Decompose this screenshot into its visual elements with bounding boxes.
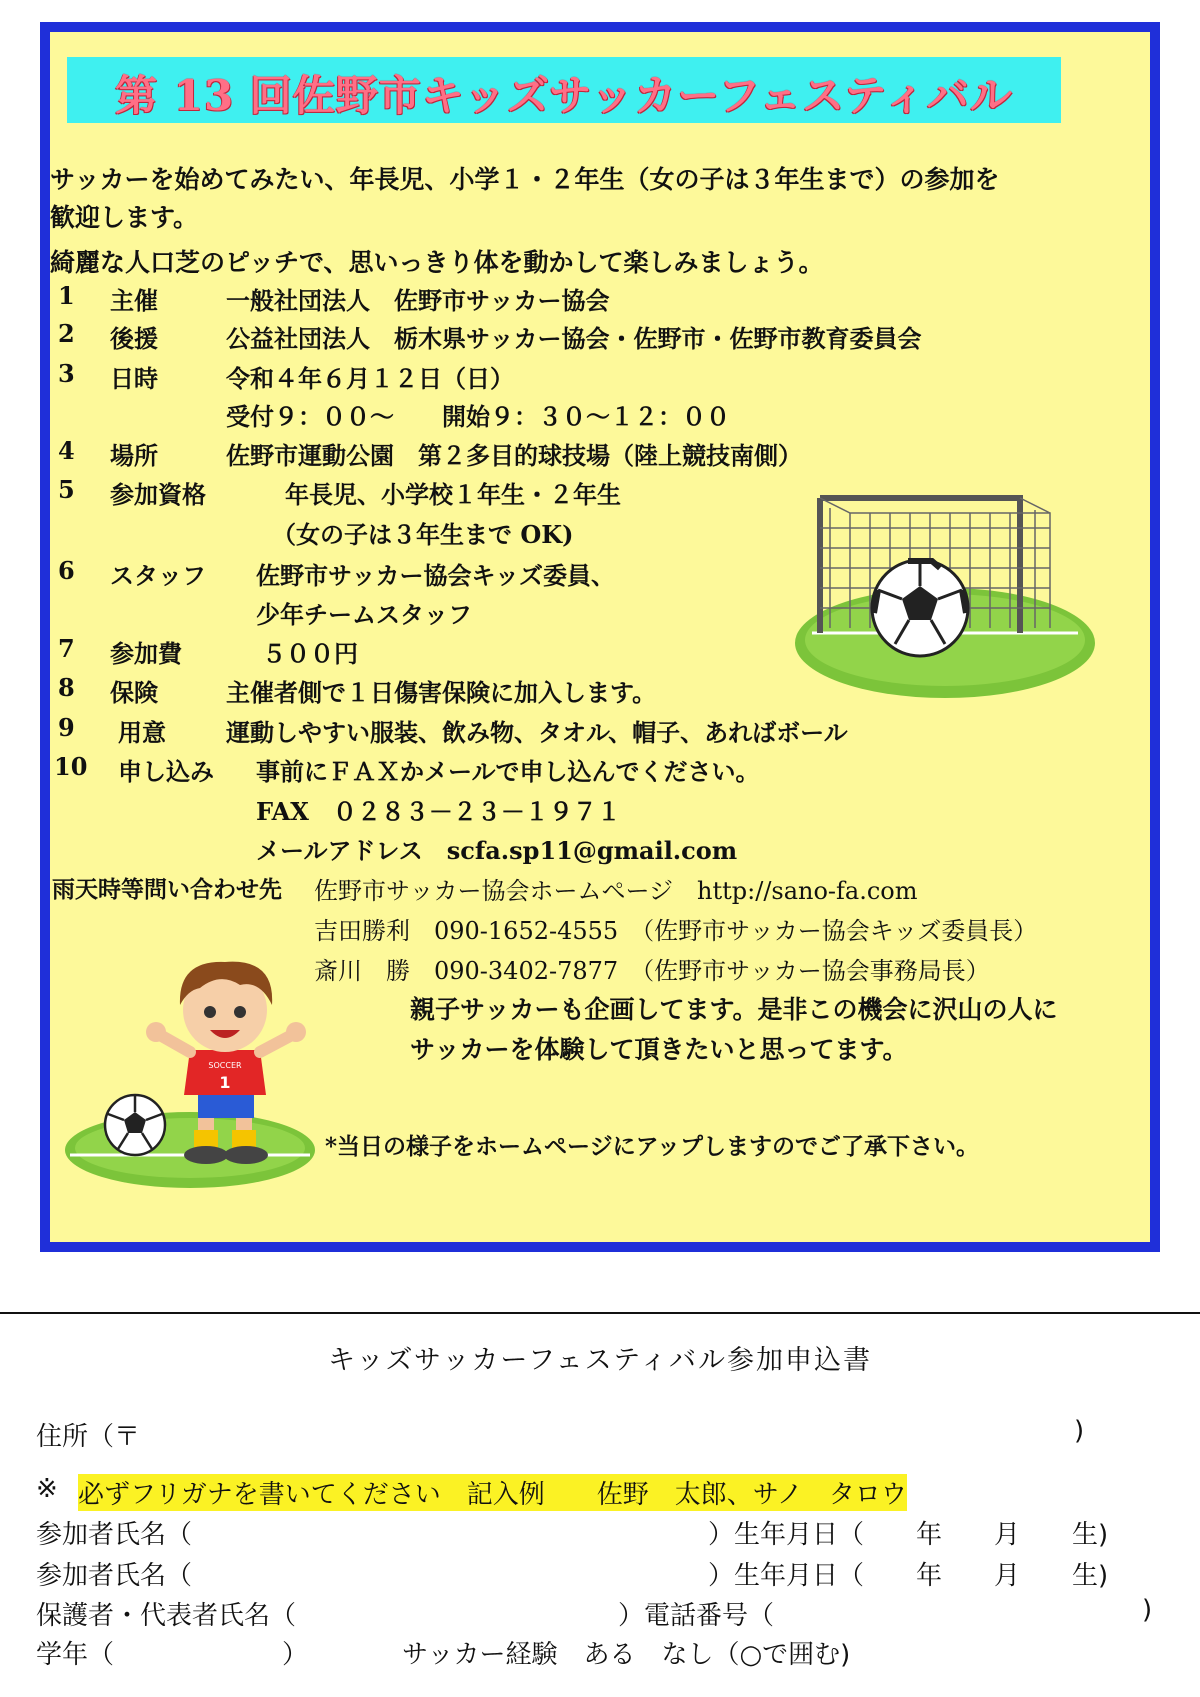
item-2-value: 公益社団法人 栃木県サッカー協会・佐野市・佐野市教育委員会 [226,324,922,353]
intro-line-3: 綺麗な人口芝のピッチで、思いっきり体を動かして楽しみましょう。 [50,248,824,277]
form-title: キッズサッカーフェスティバル参加申込書 [328,1345,872,1376]
soccer-ball-icon [872,560,968,656]
item-2-number: 2 [58,319,75,348]
contact-person-2: 斎川 勝 090-3402-7877 （佐野市サッカー協会事務局長） [314,957,990,985]
note-line-2: サッカーを体験して頂きたいと思ってます。 [410,1035,908,1064]
svg-text:SOCCER: SOCCER [208,1061,242,1070]
item-1-label: 主催 [110,286,158,315]
item-6-label: スタッフ [110,561,206,590]
item-5-number: 5 [58,475,75,504]
item-10-label: 申し込み [118,757,214,786]
item-1-number: 1 [58,281,75,310]
birthdate-1: ）生年月日（ 年 月 生) [708,1520,1109,1550]
item-5-label: 参加資格 [110,480,206,509]
soccer-experience: サッカー経験 ある なし（○で囲む) [402,1640,851,1670]
item-8-label: 保険 [110,678,158,707]
item-8-value: 主催者側で１日傷害保険に加入します。 [226,678,657,707]
address-close: ) [1074,1416,1085,1446]
note-line-1: 親子サッカーも企画してます。是非この機会に沢山の人に [410,995,1058,1024]
item-10-number: 10 [54,752,88,781]
email-address: メールアドレス scfa.sp11@gmail.com [256,836,738,865]
contact-homepage: 佐野市サッカー協会ホームページ http://sano-fa.com [314,877,918,905]
item-4-value: 佐野市運動公園 第２多目的球技場（陸上競技南側） [226,441,802,470]
participant-name-1: 参加者氏名（ [36,1520,193,1550]
fax-number: FAX ０２８３－２３－１９７１ [256,797,621,826]
address-label: 住所（〒 [36,1422,141,1452]
phone-number: ）電話番号（ [618,1601,775,1631]
grade-close: ） [282,1640,309,1670]
furigana-mark: ※ [36,1474,58,1504]
participant-name-2: 参加者氏名（ [36,1561,193,1591]
item-10-value: 事前にＦＡＸかメールで申し込んでください。 [256,757,760,786]
flyer-title: 第 13 回佐野市キッズサッカーフェスティバル [115,71,1013,120]
item-3-value-2: 受付９：００～ 開始９：３０～１２：００ [226,402,730,431]
item-5-value-2: （女の子は３年生まで OK) [272,520,574,549]
item-6-number: 6 [58,556,75,585]
intro-line-2: 歓迎します。 [50,203,199,232]
grade: 学年（ [36,1640,115,1670]
item-3-value: 令和４年６月１２日（日） [226,364,514,393]
title-band [67,57,1061,123]
svg-text:1: 1 [219,1073,231,1092]
soccer-kid-illustration [60,950,320,1190]
item-6-value-2: 少年チームスタッフ [256,600,472,629]
item-2-label: 後援 [110,324,158,353]
contact-person-1: 吉田勝利 090-1652-4555 （佐野市サッカー協会キッズ委員長） [314,917,1038,945]
item-5-value: 年長児、小学校１年生・２年生 [285,480,621,509]
guardian-name: 保護者・代表者氏名（ [36,1601,297,1631]
intro-line-1: サッカーを始めてみたい、年長児、小学１・２年生（女の子は３年生まで）の参加を [50,165,1000,194]
contact-label: 雨天時等問い合わせ先 [52,876,282,903]
item-4-number: 4 [58,436,75,465]
item-9-value: 運動しやすい服装、飲み物、タオル、帽子、あればボール [226,718,848,747]
item-7-value: ５００円 [262,639,358,668]
soccer-ball-icon [105,1095,165,1155]
item-9-number: 9 [58,713,75,742]
item-4-label: 場所 [110,441,158,470]
item-8-number: 8 [58,673,75,702]
item-7-label: 参加費 [110,639,182,668]
cut-line [0,1312,1200,1314]
soccer-goal-illustration [790,468,1100,708]
item-9-label: 用意 [118,718,166,747]
furigana-note: 必ずフリガナを書いてください 記入例 佐野 太郎、サノ タロウ [78,1474,907,1511]
item-1-value: 一般社団法人 佐野市サッカー協会 [226,286,610,315]
item-7-number: 7 [58,634,75,663]
phone-close: ) [1142,1595,1153,1625]
item-3-number: 3 [58,359,75,388]
item-3-label: 日時 [110,364,158,393]
item-6-value: 佐野市サッカー協会キッズ委員、 [256,561,616,590]
note-line-3: *当日の様子をホームページにアップしますのでご了承下さい。 [325,1133,979,1160]
birthdate-2: ）生年月日（ 年 月 生) [708,1561,1109,1591]
